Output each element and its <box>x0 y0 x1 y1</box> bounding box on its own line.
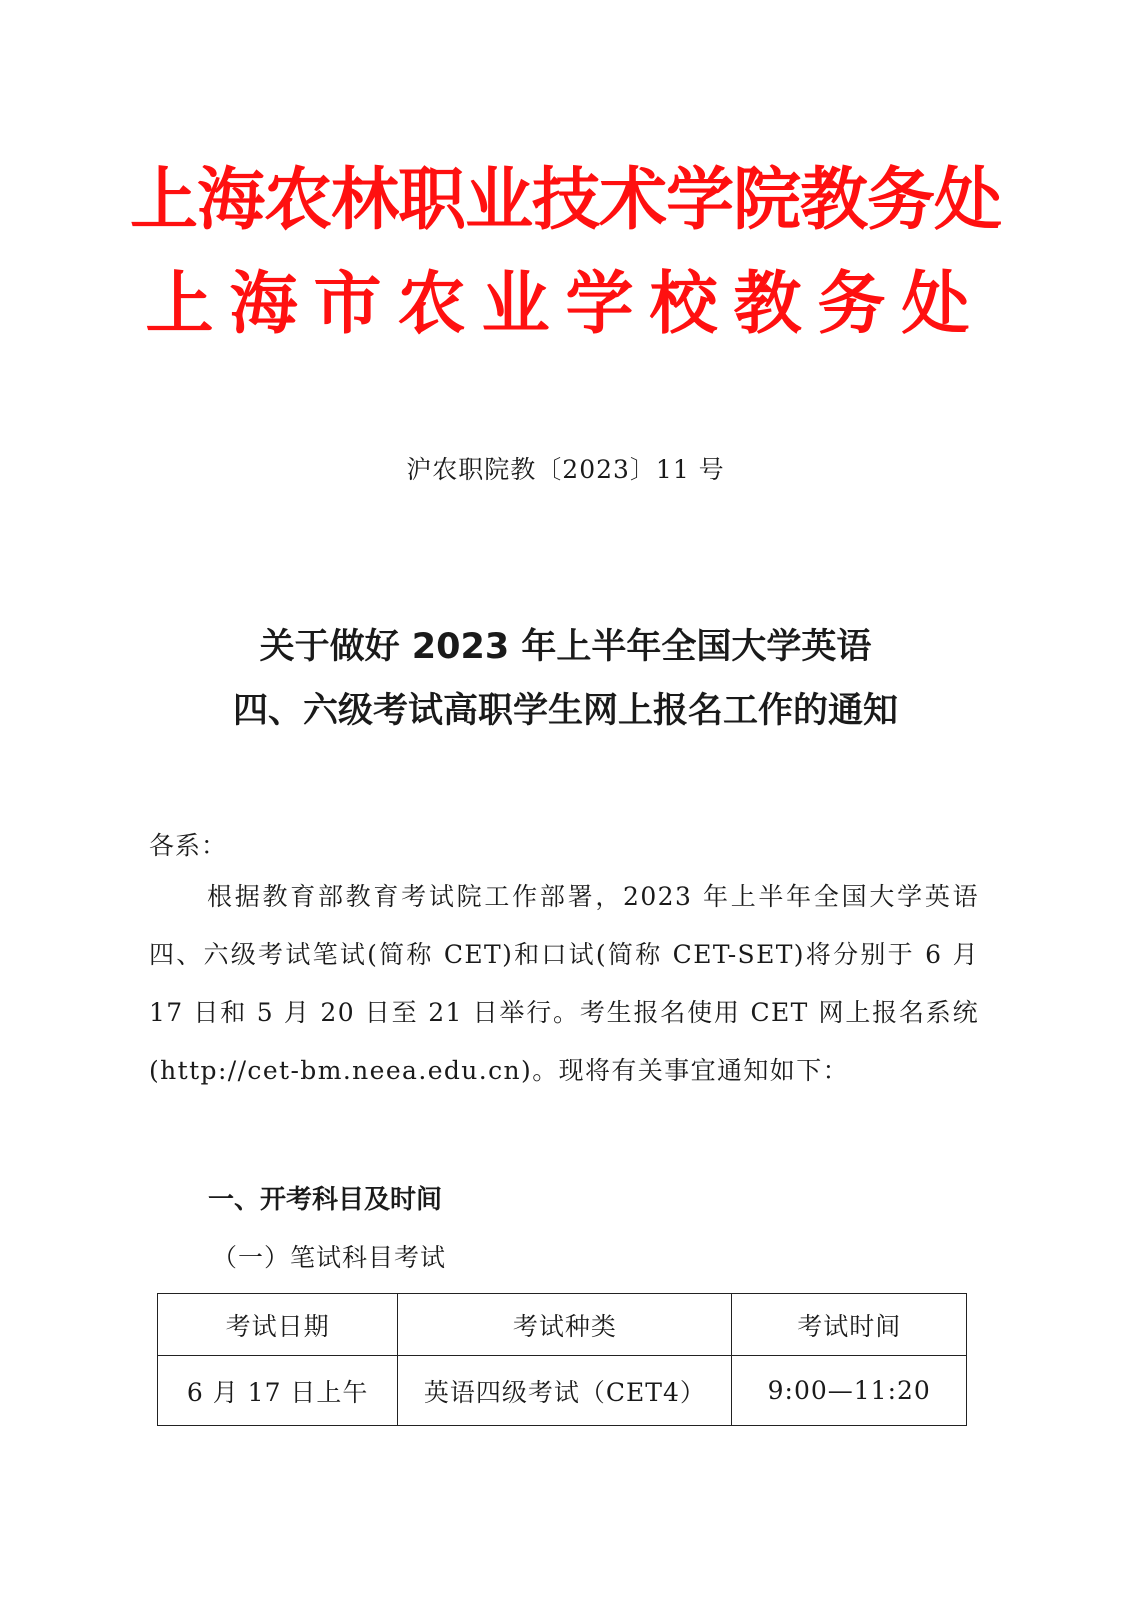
issuer-name-line-1: 上海农林职业技术学院教务处 <box>129 161 1001 240</box>
document-number: 沪农职院教〔2023〕11 号 <box>406 455 725 484</box>
document-title-line-1: 关于做好 2023 年上半年全国大学英语 <box>259 627 872 667</box>
subsection-heading: （一）笔试科目考试 <box>212 1243 447 1272</box>
table-cell-time: 9:00—11:20 <box>732 1356 967 1426</box>
table-header-row <box>158 1294 967 1356</box>
exam-schedule-table <box>157 1293 967 1426</box>
document-title-line-2: 四、六级考试高职学生网上报名工作的通知 <box>232 691 898 731</box>
table-cell-type: 英语四级考试（CET4） <box>398 1356 732 1426</box>
table-header-cell: 考试种类 <box>398 1294 732 1356</box>
table-row <box>158 1356 967 1426</box>
table-header-cell: 考试时间 <box>732 1294 967 1356</box>
intro-paragraph: 根据教育部教育考试院工作部署，2023 年上半年全国大学英语四、六级考试笔试(简称 CET)和口试(简称 CET-SET)将分别于 6 月 17 日和 5 月 20 日至 21 日举行。考生报名使用 CET 网上报名系统(http://cet-bm.neea.edu.cn)。现将有关事宜通知如下： <box>149 882 979 1085</box>
table-cell-date: 6 月 17 日上午 <box>158 1356 398 1426</box>
section-heading: 一、开考科目及时间 <box>208 1185 443 1215</box>
salutation: 各系： <box>149 831 228 860</box>
table-header-cell: 考试日期 <box>158 1294 398 1356</box>
issuer-name-line-2: 上海市农业学校教务处 <box>145 265 986 344</box>
